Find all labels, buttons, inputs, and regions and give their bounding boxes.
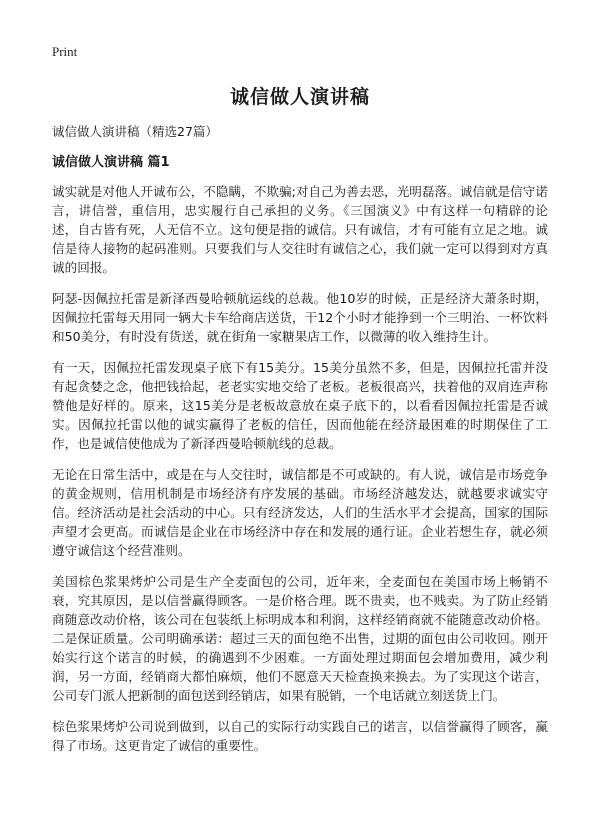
print-link[interactable]: Print [52,44,78,59]
paragraph: 美国棕色浆果烤炉公司是生产全麦面包的公司，近年来，全麦面包在美国市场上畅销不衰，究其原因，是以信誉赢得顾客。一是价格合理。既不贵卖，也不贱卖。为了防止经销商随意改动价格，该公司在包装纸上标明成本和利润，这样经销商就不能随意改动价格。二是保证质量。公司明确承诺：超过三天的面包绝不出售，过期的面包由公司收回。刚开始实行这个诺言的时候，的确遇到不少困难。一方面处理过期面包会增加费用，减少利润，另一方面，经销商大都怕麻烦，他们不愿意天天检查换来换去。为了实现这个诺言，公司专门派人把新制的面包送到经销店，如果有脱销，一个电话就立刻送货上门。 [52,574,548,703]
paragraph: 无论在日常生活中，或是在与人交往时，诚信都是不可或缺的。有人说，诚信是市场竞争的黄金规则，信用机制是市场经济有序发展的基础。市场经济越发达，就越要求诚实守信。经济活动是社会活动的中心。只有经济发达，人们的生活水平才会提高，国家的国际声望才会更高。而诚信是企业在市场经济中存在和发展的通行证。企业若想生存，就必须遵守诚信这个经营准则。 [52,467,548,558]
paragraph: 阿瑟-因佩拉托雷是新泽西曼哈顿航运线的总裁。他10岁的时候，正是经济大萧条时期，因佩拉托雷每天用同一辆大卡车给商店送货，干12个小时才能挣到一个三明治、一杯饮料和50美分，有时没有货送，就在街角一家糖果店工作，以微薄的收入维持生计。 [52,291,548,344]
document-subtitle: 诚信做人演讲稿（精选27篇） [52,124,218,139]
paragraph: 诚实就是对他人开诚布公，不隐瞒，不欺骗;对自己为善去恶，光明磊落。诚信就是信守诺言，讲信誉，重信用，忠实履行自己承担的义务。《三国演义》中有这样一句精辟的论述，自古皆有死，人无信不立。这句便是指的诚信。只有诚信，才有可能有立足之地。诚信是待人接物的起码准则。只要我们与人交往时有诚信之心，我们就一定可以得到对方真诚的回报。 [52,184,548,275]
paragraph: 有一天，因佩拉托雷发现桌子底下有15美分。15美分虽然不多，但是，因佩拉托雷并没有起贪婪之念，他把钱拾起，老老实实地交给了老板。老板很高兴，扶着他的双肩连声称赞他是好样的。原来，这15美分是老板故意放在桌子底下的，以看看因佩拉托雷是否诚实。因佩拉托雷以他的诚实赢得了老板的信任，因而他能在经济最困难的时期保住了工作，也是诚信使他成为了新泽西曼哈顿航线的总裁。 [52,360,548,451]
paragraph: 棕色浆果烤炉公司说到做到，以自己的实际行动实践自己的诺言，以信誉赢得了顾客，赢得了市场。这更肯定了诚信的重要性。 [52,719,548,753]
page-title: 诚信做人演讲稿 [229,86,370,108]
section-heading: 诚信做人演讲稿 篇1 [52,155,170,170]
article-body [52,182,548,767]
